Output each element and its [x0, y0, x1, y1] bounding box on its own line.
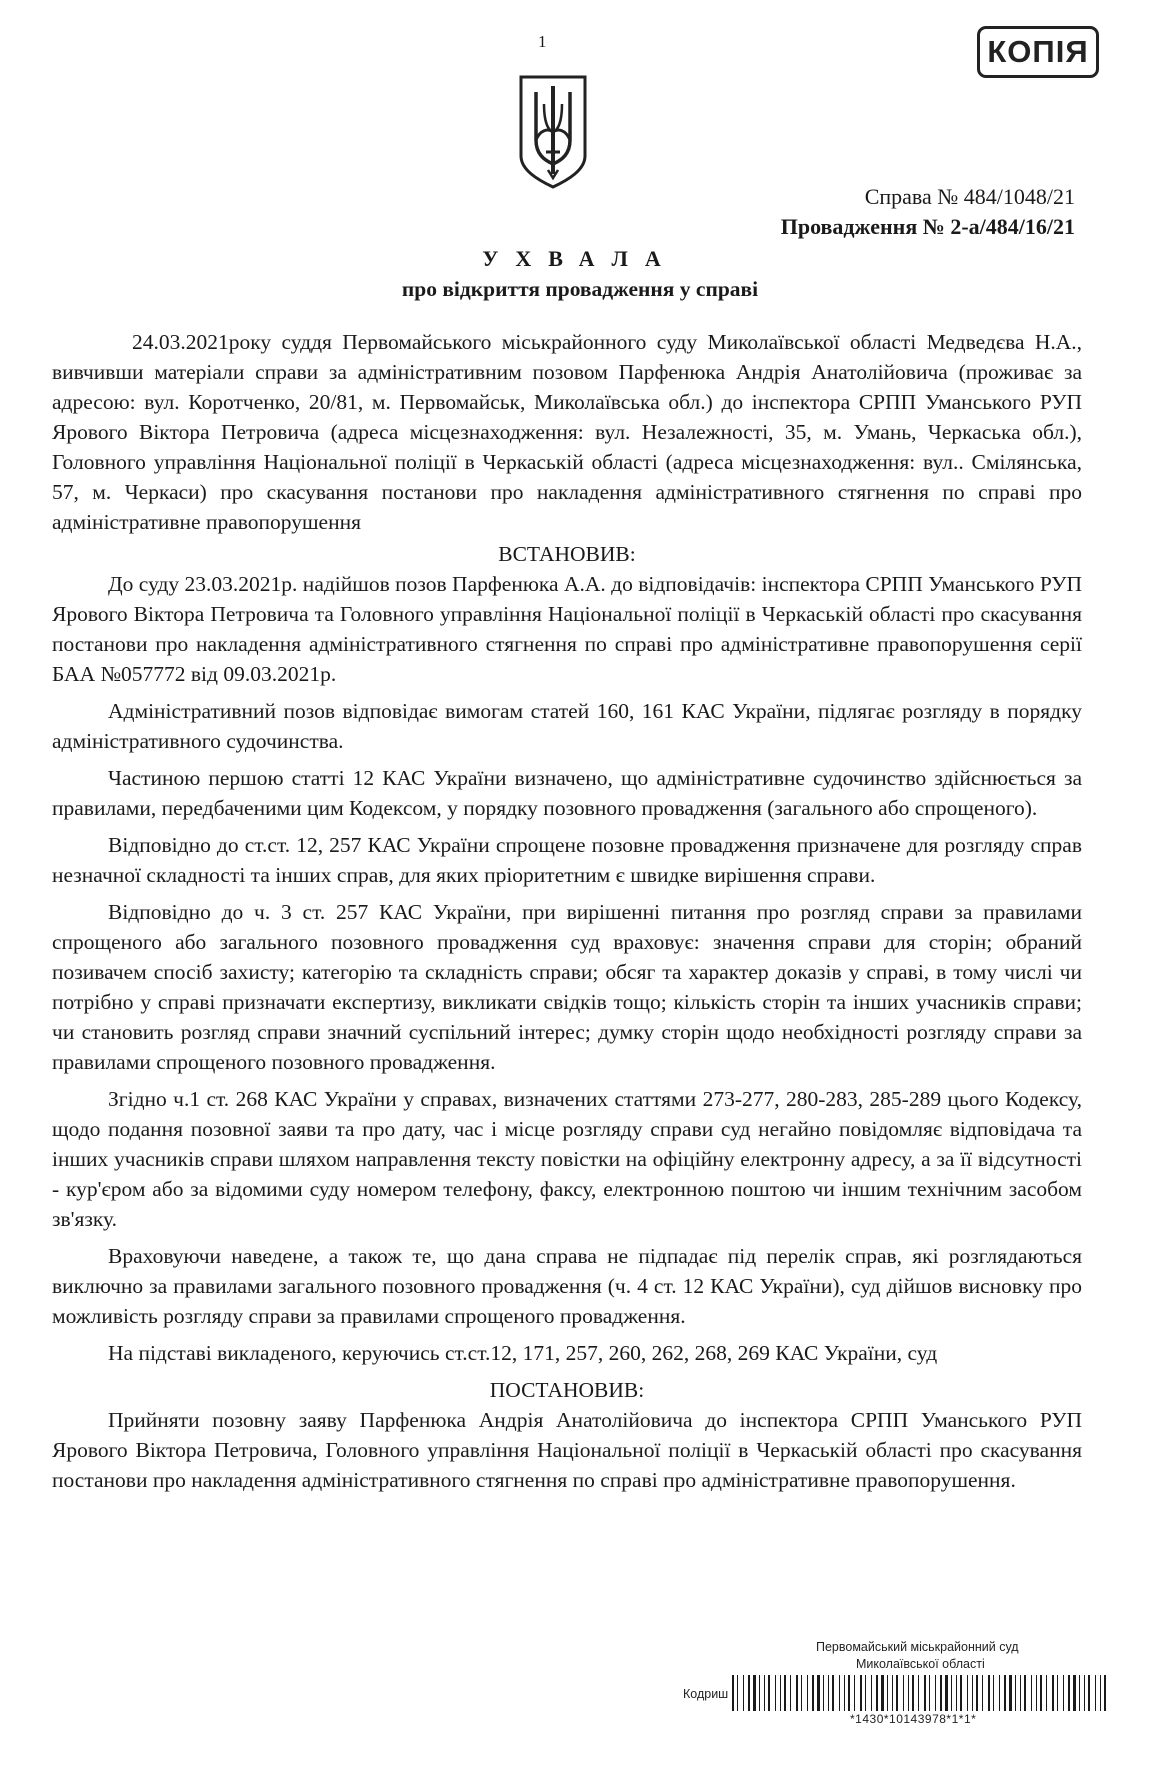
barcode-bar [967, 1675, 968, 1711]
barcode-bar [988, 1675, 990, 1711]
barcode-bar [993, 1675, 994, 1711]
section-heading-established: ВСТАНОВИВ: [498, 542, 636, 566]
barcode-bar [817, 1675, 820, 1711]
barcode-bar [839, 1675, 840, 1711]
barcode-bar [924, 1675, 926, 1711]
barcode-bar [929, 1675, 930, 1711]
barcode-bar [903, 1675, 904, 1711]
barcode-bar [908, 1675, 909, 1711]
barcode-bar [865, 1675, 866, 1711]
barcode-bar [887, 1675, 888, 1711]
barcode-bar [982, 1675, 983, 1711]
barcode-bar [881, 1675, 884, 1711]
footer-barcode-text: *1430*10143978*1*1* [850, 1712, 977, 1726]
barcode-bar [892, 1675, 893, 1711]
barcode-bar [780, 1675, 781, 1711]
document-title: УХВАЛА [482, 246, 678, 271]
barcode-bar [1100, 1675, 1101, 1711]
barcode-bar [951, 1675, 952, 1711]
barcode-bar [1095, 1675, 1096, 1711]
body-paragraph: Враховуючи наведене, а також те, що дана справа не підпадає під перелік справ, які розглядаються виключно за правилами загального позовного провадження (ч. 4 ст. 12 КАС України), суд дійшов висновку про можливість розгляду справи за правилами спрощеного провадження. [52, 1244, 1082, 1328]
barcode-bar [790, 1675, 791, 1711]
barcode-bar [775, 1675, 776, 1711]
barcode-bar [1024, 1675, 1026, 1711]
barcode-bar [1063, 1675, 1064, 1711]
section-heading-resolved: ПОСТАНОВИВ: [489, 1378, 645, 1402]
barcode-bar [768, 1675, 770, 1711]
footer-court-name: Первомайський міськрайонний суд [816, 1640, 1019, 1654]
barcode-bar [801, 1675, 802, 1711]
body-paragraph: До суду 23.03.2021р. надійшов позов Парфенюка А.А. до відповідачів: інспектора СРПП Уманського РУП Ярового Віктора Петровича та Головного управління Національної поліції в Черкаській області про скасування постанови про накладення адміністративного стягнення по справі про адміністративне правопорушення серії БАА №057772 від 09.03.2021р. [52, 572, 1082, 686]
barcode-bar [1036, 1675, 1037, 1711]
barcode-bar [784, 1675, 786, 1711]
barcode-bar [848, 1675, 850, 1711]
barcode-bar [748, 1675, 750, 1711]
barcode-bar [999, 1675, 1000, 1711]
barcode-bar [1046, 1675, 1047, 1711]
body-paragraph: Відповідно до ст.ст. 12, 257 КАС України спрощене позовне провадження призначене для розгляду справ незначної складності та інших справ, для яких пріоритетним є швидке вирішення справи. [52, 833, 1082, 887]
copy-stamp: КОПІЯ [977, 26, 1099, 78]
barcode-bar [764, 1675, 765, 1711]
barcode-bar [1104, 1675, 1106, 1711]
barcode-bar [1057, 1675, 1058, 1711]
barcode-bar [1079, 1675, 1080, 1711]
barcode-bar [1004, 1675, 1006, 1711]
footer-region: Миколаївської області [856, 1657, 985, 1671]
barcode-bar [960, 1675, 962, 1711]
barcode-bar [871, 1675, 872, 1711]
body-paragraph: Частиною першою статті 12 КАС України визначено, що адміністративне судочинство здійснюється за правилами, передбаченими цим Кодексом, у порядку позовного провадження (загального або спрощеного). [52, 766, 1082, 820]
case-number: Справа № 484/1048/21 [864, 184, 1075, 209]
page-number: 1 [538, 32, 547, 51]
barcode-bar [854, 1675, 855, 1711]
footer-clerk-name: Кодриш [683, 1687, 729, 1701]
barcode-bar [1015, 1675, 1016, 1711]
barcode-bar [945, 1675, 948, 1711]
barcode-bar [737, 1675, 738, 1711]
barcode-bar [743, 1675, 744, 1711]
barcode-bar [812, 1675, 814, 1711]
barcode-bar [732, 1675, 734, 1711]
body-paragraph: Відповідно до ч. 3 ст. 257 КАС України, при вирішенні питання про розгляд справи за правилами спрощеного або загального позовного провадження суд враховує: значення справи для сторін; обраний позивачем спосіб захисту; категорію та складність справи; обсяг та характер доказів у справі, в тому числі чи потрібно у справі призначати експертизу, викликати свідків тощо; кількість сторін та інших учасників справи; чи становить розгляд справи значний суспільний інтерес; думку сторін щодо необхідності розгляду справи за правилами спрощеного позовного провадження. [52, 900, 1082, 1074]
barcode-bar [796, 1675, 798, 1711]
barcode-bar [876, 1675, 878, 1711]
barcode-bar [828, 1675, 829, 1711]
barcode-bar [807, 1675, 808, 1711]
barcode-bar [976, 1675, 978, 1711]
body-paragraph: Адміністративний позов відповідає вимогам статей 160, 161 КАС України, підлягає розгляду в порядку адміністративного судочинства. [52, 699, 1082, 753]
body-paragraph: Прийняти позовну заяву Парфенюка Андрія Анатолійовича до інспектора СРПП Уманського РУП Ярового Віктора Петровича, Головного управління Національної поліції в Черкаській області про скасування постанови про накладення адміністративного стягнення по справі про адміністративне правопорушення. [52, 1408, 1082, 1492]
proceeding-number: Провадження № 2-а/484/16/21 [780, 214, 1075, 239]
body-paragraph: На підставі викладеного, керуючись ст.ст.12, 171, 257, 260, 262, 268, 269 КАС України, суд [108, 1341, 938, 1365]
barcode-bar [918, 1675, 919, 1711]
barcode-bar [1088, 1675, 1090, 1711]
document-subtitle: про відкриття провадження у справі [401, 277, 759, 301]
barcode-bar [832, 1675, 834, 1711]
barcode-bar [935, 1675, 936, 1711]
body-paragraph: Згідно ч.1 ст. 268 КАС України у справах, визначених статтями 273-277, 280-283, 285-289 цього Кодексу, щодо подання позовної заяви та про дату, час і місце розгляду справи суд негайно повідомляє відповідача та інших учасників справи шляхом направлення тексту повістки на офіційну електронну адресу, а за її відсутності - кур'єром або за відомими суду номером телефону, факсу, електронною поштою чи іншим технічним засобом зв'язку. [52, 1087, 1082, 1231]
barcode-bar [940, 1675, 942, 1711]
coat-of-arms-icon [518, 74, 588, 190]
barcode-bar [972, 1675, 973, 1711]
barcode-bar [844, 1675, 845, 1711]
barcode-bar [1040, 1675, 1042, 1711]
barcode-bar [912, 1675, 914, 1711]
barcode-bar [956, 1675, 957, 1711]
barcode-bar [1020, 1675, 1021, 1711]
barcode [732, 1675, 1112, 1711]
barcode-bar [1031, 1675, 1032, 1711]
barcode-bar [1052, 1675, 1054, 1711]
barcode-bar [896, 1675, 898, 1711]
barcode-bar [753, 1675, 756, 1711]
barcode-bar [1009, 1675, 1012, 1711]
barcode-bar [860, 1675, 862, 1711]
barcode-bar [1073, 1675, 1076, 1711]
barcode-bar [1084, 1675, 1085, 1711]
document-body [52, 327, 1082, 1502]
barcode-bar [759, 1675, 760, 1711]
intro-paragraph: 24.03.2021року суддя Первомайського міськрайонного суду Миколаївської області Медведєва Н.А., вивчивши матеріали справи за адміністративним позовом Парфенюка Андрія Анатолійовича (проживає за адресою: вул. Коротченко, 20/81, м. Первомайськ, Миколаївська обл.) до інспектора СРПП Уманського РУП Ярового Віктора Петровича (адреса місцезнаходження: вул. Незалежності, 35, м. Умань, Черкаська обл.), Головного управління Національної поліції в Черкаській області (адреса місцезнаходження: вул.. Смілянська, 57, м. Черкаси) про скасування постанови про накладення адміністративного стягнення по справі про адміністративне правопорушення [52, 330, 1082, 534]
barcode-bar [823, 1675, 824, 1711]
barcode-bar [1068, 1675, 1070, 1711]
